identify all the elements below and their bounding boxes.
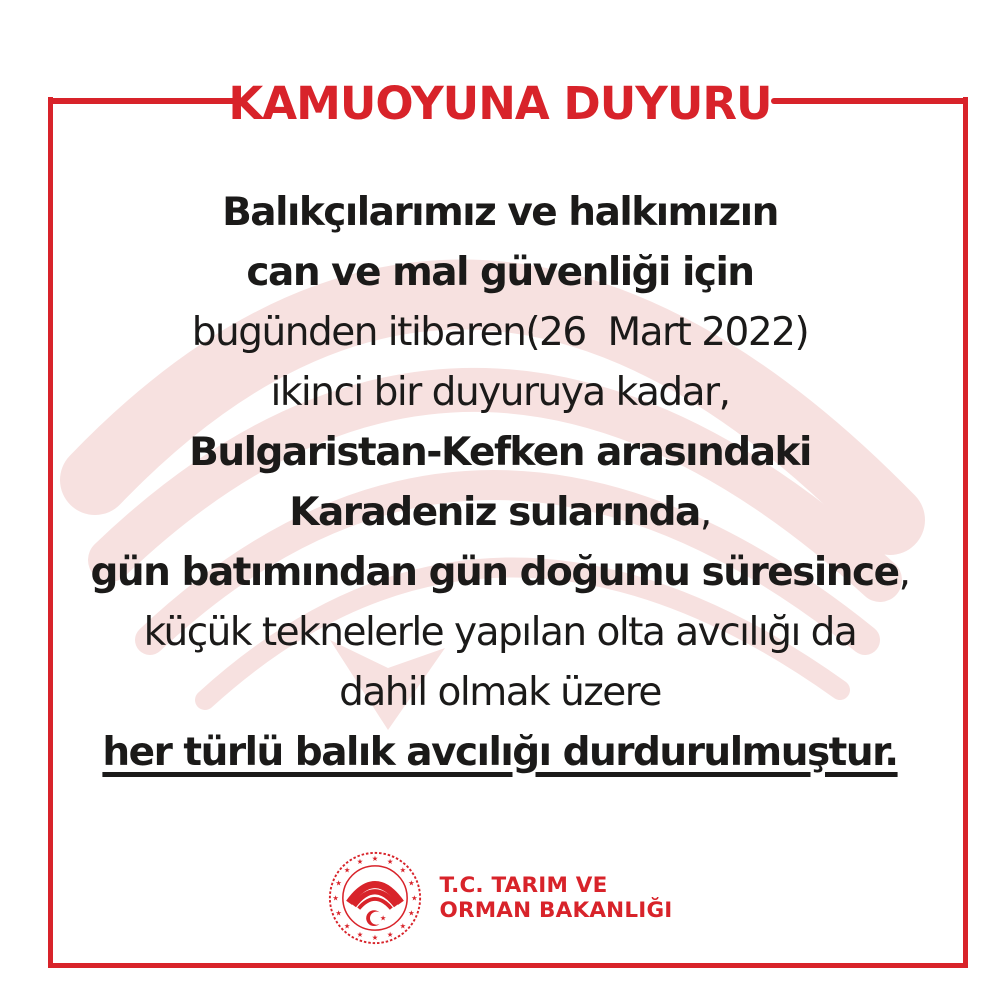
announcement-line-emphasized: her türlü balık avcılığı durdurulmuştur.: [102, 730, 898, 775]
svg-text:★: ★: [372, 854, 379, 864]
announcement-body: [50, 183, 950, 783]
svg-text:★: ★: [400, 865, 407, 875]
ministry-emblem-icon: [327, 850, 423, 946]
svg-text:★: ★: [411, 893, 419, 903]
svg-text:★: ★: [380, 913, 387, 923]
announcement-line: bugünden itibaren(26 Mart 2022): [191, 310, 809, 355]
ministry-name: [439, 873, 672, 923]
crescent-star-icon: [367, 910, 387, 926]
ministry-name-line1: T.C. TARIM VE: [439, 873, 608, 898]
svg-text:★: ★: [357, 929, 364, 939]
announcement-line: küçük teknelerle yapılan olta avcılığı da: [143, 610, 857, 655]
svg-text:★: ★: [408, 878, 416, 888]
announcement-line: ikinci bir duyuruya kadar,: [270, 370, 730, 415]
svg-text:★: ★: [332, 893, 340, 903]
announcement-line: Bulgaristan-Kefken arasındaki: [189, 430, 811, 475]
announcement-line: dahil olmak üzere: [339, 670, 661, 715]
svg-text:★: ★: [372, 932, 379, 942]
svg-text:★: ★: [400, 921, 407, 931]
fan-arcs-icon: [350, 885, 402, 909]
svg-text:★: ★: [387, 929, 394, 939]
ministry-logo: [0, 850, 1000, 946]
svg-text:★: ★: [344, 921, 351, 931]
page-title: KAMUOYUNA DUYURU: [228, 77, 772, 130]
svg-text:★: ★: [335, 908, 343, 918]
svg-text:★: ★: [387, 857, 394, 867]
svg-text:★: ★: [357, 857, 364, 867]
ministry-name-line2: ORMAN BAKANLIĞI: [439, 898, 673, 923]
svg-text:★: ★: [335, 878, 343, 888]
svg-text:★: ★: [344, 865, 351, 875]
announcement-line: Balıkçılarımız ve halkımızın: [222, 190, 778, 235]
svg-text:★: ★: [408, 908, 416, 918]
announcement-line: Karadeniz sularında,: [289, 490, 711, 535]
announcement-line: gün batımından gün doğumu süresince,: [90, 550, 910, 595]
announcement-line: can ve mal güvenliği için: [246, 250, 754, 295]
